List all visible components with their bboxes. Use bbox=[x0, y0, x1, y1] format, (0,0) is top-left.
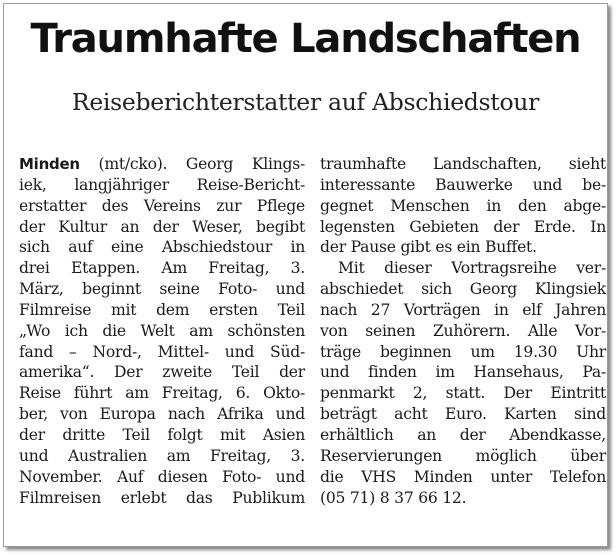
text-line: erhältlich an der Abendkasse, bbox=[320, 425, 606, 444]
text-line: amerika“. Der zweite Teil der bbox=[19, 363, 305, 382]
dateline: Minden bbox=[19, 155, 80, 173]
text-line: interessante Bauwerke und be- bbox=[320, 175, 606, 194]
text-line: von seinen Zuhörern. Alle Vor- bbox=[320, 321, 606, 340]
text-line: iek, langjähriger Reise-Bericht- bbox=[19, 175, 305, 194]
text-line: drei Etappen. Am Freitag, 3. bbox=[19, 259, 305, 278]
text-line: erstatter des Vereins zur Pflege bbox=[19, 196, 305, 215]
article-column-left bbox=[19, 154, 305, 508]
text-line: die VHS Minden unter Telefon bbox=[320, 467, 606, 486]
text-line: Filmreise mit dem ersten Teil bbox=[19, 300, 305, 319]
article-column-right bbox=[320, 154, 606, 508]
text-line: sich auf eine Abschiedstour in bbox=[19, 238, 305, 257]
text-line: Minden (mt/cko). Georg Klings- bbox=[19, 155, 305, 173]
text-line: März, beginnt seine Foto- und bbox=[19, 280, 305, 299]
text-line: Reise führt am Freitag, 6. Okto- bbox=[19, 384, 305, 403]
text-line: Mit dieser Vortragsreihe ver- bbox=[338, 259, 606, 278]
text-line: der Pause gibt es ein Buffet. bbox=[320, 238, 537, 257]
text-line: traumhafte Landschaften, sieht bbox=[320, 155, 606, 173]
text-line: nach 27 Vorträgen in elf Jahren bbox=[320, 300, 606, 319]
text-line: und finden im Hansehaus, Pa- bbox=[320, 363, 606, 382]
text-line: träge beginnen um 19.30 Uhr bbox=[320, 342, 606, 361]
text-line: ber, von Europa nach Afrika und bbox=[19, 405, 305, 424]
text-line: der Kultur an der Weser, begibt bbox=[19, 217, 305, 236]
text-line: beträgt acht Euro. Karten sind bbox=[320, 405, 606, 424]
newspaper-clipping bbox=[3, 3, 608, 547]
text-line: „Wo ich die Welt am schönsten bbox=[19, 321, 305, 340]
text-line: Reservierungen möglich über bbox=[320, 446, 606, 465]
text-line: der dritte Teil folgt mit Asien bbox=[19, 425, 305, 444]
subheadline: Reiseberichterstatter auf Abschiedstour bbox=[71, 88, 540, 116]
text-line: abschiedet sich Georg Klingsiek bbox=[320, 280, 606, 299]
text-line: (05 71) 8 37 66 12. bbox=[320, 488, 467, 507]
text-line: November. Auf diesen Foto- und bbox=[19, 467, 305, 486]
headline: Traumhafte Landschaften bbox=[30, 16, 581, 62]
text-line: legensten Gebieten der Erde. In bbox=[320, 217, 606, 236]
text-line: Filmreisen erlebt das Publikum bbox=[19, 488, 305, 507]
text-line: penmarkt 2, statt. Der Eintritt bbox=[320, 384, 606, 403]
text-line: fand – Nord-, Mittel- und Süd- bbox=[19, 342, 305, 361]
text-line: gegnet Menschen in den abge- bbox=[320, 196, 606, 215]
text-line: und Australien am Freitag, 3. bbox=[19, 446, 305, 465]
